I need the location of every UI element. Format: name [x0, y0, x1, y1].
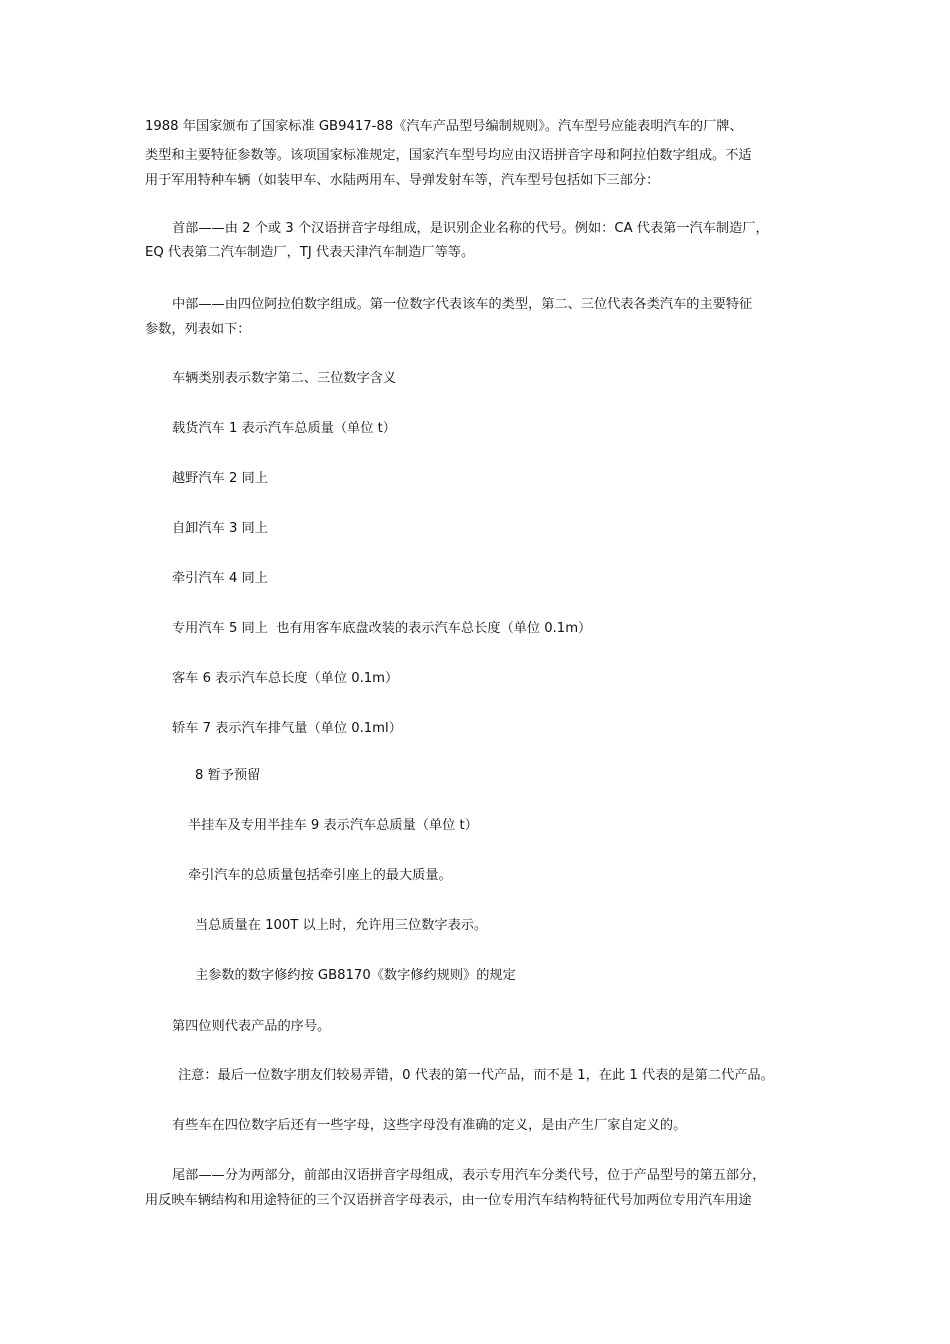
head-part-line-2: EQ 代表第二汽车制造厂，TJ 代表天津汽车制造厂等等。: [145, 245, 475, 260]
intro-line-2: 类型和主要特征参数等。该项国家标准规定，国家汽车型号均应由汉语拼音字母和阿拉伯数字组成。不适: [145, 148, 752, 163]
table-row: 半挂车及专用半挂车 9 表示汽车总质量（单位 t）: [188, 818, 478, 833]
table-note: 第四位则代表产品的序号。: [172, 1019, 331, 1034]
intro-line-1: 1988 年国家颁布了国家标准 GB9417-88《汽车产品型号编制规则》。汽车型号应能表明汽车的厂牌、: [145, 119, 743, 134]
tail-part-line-2: 用反映车辆结构和用途特征的三个汉语拼音字母表示，由一位专用汽车结构特征代号加两位专用汽车用途: [145, 1193, 752, 1208]
table-row: 客车 6 表示汽车总长度（单位 0.1m）: [172, 671, 399, 686]
table-note: 主参数的数字修约按 GB8170《数字修约规则》的规定: [195, 968, 516, 983]
middle-part-line-1: 中部——由四位阿拉伯数字组成。第一位数字代表该车的类型，第二、三位代表各类汽车的主要特征: [172, 297, 753, 312]
table-row: 8 暂予预留: [195, 768, 261, 783]
table-row: 专用汽车 5 同上 也有用客车底盘改装的表示汽车总长度（单位 0.1m）: [172, 621, 592, 636]
tail-part-line-1: 尾部——分为两部分，前部由汉语拼音字母组成，表示专用汽车分类代号，位于产品型号的第五部分，: [172, 1168, 766, 1183]
head-part-line-1: 首部——由 2 个或 3 个汉语拼音字母组成，是识别企业名称的代号。例如：CA 代表第一汽车制造厂，: [172, 221, 769, 236]
table-row: 越野汽车 2 同上: [172, 471, 268, 486]
table-note: 当总质量在 100T 以上时，允许用三位数字表示。: [195, 918, 488, 933]
middle-part-line-2: 参数，列表如下：: [145, 322, 251, 337]
table-note: 有些车在四位数字后还有一些字母，这些字母没有准确的定义，是由产生厂家自定义的。: [172, 1118, 687, 1133]
table-row-header: 车辆类别表示数字第二、三位数字含义: [172, 371, 397, 386]
table-note: 牵引汽车的总质量包括牵引座上的最大质量。: [188, 868, 452, 883]
table-row: 轿车 7 表示汽车排气量（单位 0.1ml）: [172, 721, 402, 736]
table-note: 注意：最后一位数字朋友们较易弄错，0 代表的第一代产品，而不是 1，在此 1 代表的是第二代产品。: [178, 1068, 774, 1083]
intro-line-3: 用于军用特种车辆（如装甲车、水陆两用车、导弹发射车等，汽车型号包括如下三部分：: [145, 173, 660, 188]
table-row: 自卸汽车 3 同上: [172, 521, 268, 536]
table-row: 牵引汽车 4 同上: [172, 571, 268, 586]
table-row: 载货汽车 1 表示汽车总质量（单位 t）: [172, 421, 396, 436]
